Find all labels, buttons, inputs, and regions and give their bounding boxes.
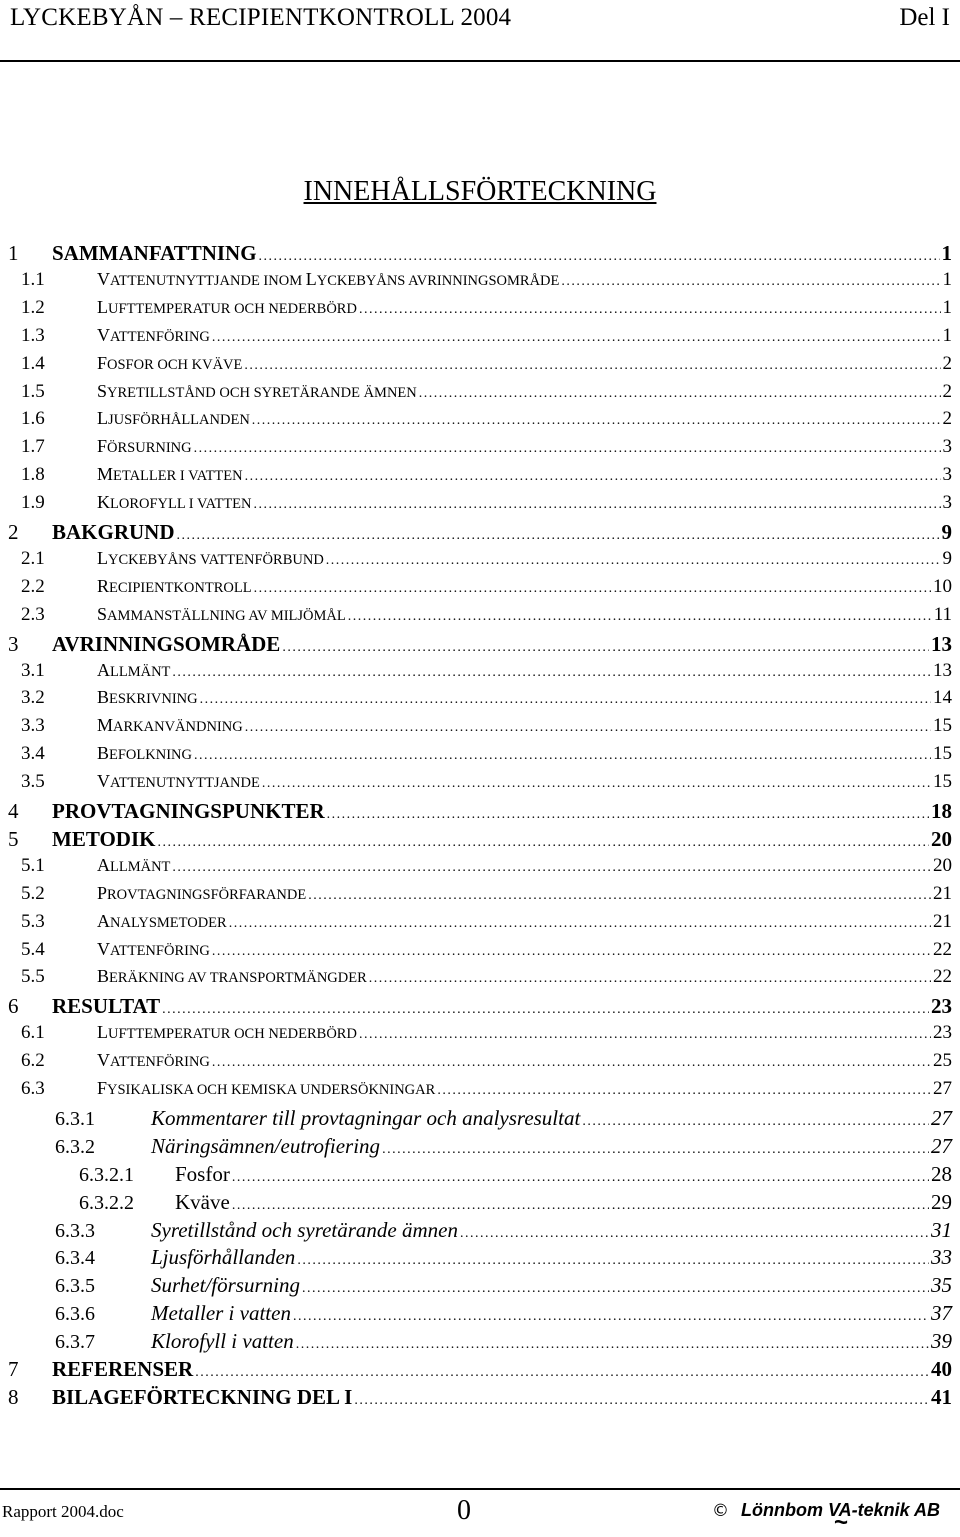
toc-entry[interactable] — [0, 520, 960, 548]
toc-dot-leader — [162, 994, 929, 1019]
toc-dot-leader — [382, 1134, 929, 1159]
toc-entry-label: Syretillstånd och syretärande ämnen — [151, 1217, 458, 1242]
toc-title: INNEHÅLLSFÖRTECKNING — [303, 176, 657, 207]
toc-entry-page: 15 — [933, 743, 952, 765]
toc-dot-leader — [212, 1050, 931, 1072]
toc-dot-leader — [245, 464, 941, 486]
toc-entry-page: 1 — [942, 268, 952, 290]
toc-entry-page: 1 — [942, 324, 952, 346]
toc-entry-label — [97, 297, 357, 318]
toc-entry[interactable] — [0, 1050, 960, 1078]
toc-dot-leader — [348, 604, 932, 626]
toc-dot-leader — [296, 1329, 929, 1354]
toc-entry-label-initial: L — [97, 408, 108, 429]
toc-entry-label-initial: F — [97, 352, 108, 373]
toc-entry-label-initial: V — [97, 324, 110, 345]
toc-entry-page: 29 — [931, 1189, 952, 1214]
toc-entry-label: METODIK — [52, 826, 156, 851]
toc-entry[interactable] — [0, 576, 960, 604]
toc-entry-page: 1 — [941, 241, 952, 265]
toc-entry-label: BILAGEFÖRTECKNING DEL I — [52, 1384, 353, 1409]
toc-entry-page: 22 — [933, 938, 952, 960]
toc-entry-page: 11 — [933, 603, 952, 625]
toc-entry-page: 21 — [933, 910, 952, 932]
toc-dot-leader — [460, 1218, 929, 1243]
toc-entry-label-rest: ATTENFÖRING — [110, 328, 210, 345]
footer-company-c: -teknik AB — [851, 1500, 940, 1520]
toc-entry-number: 1.5 — [21, 380, 45, 402]
toc-dot-leader — [194, 436, 941, 458]
toc-entry-label — [97, 687, 198, 708]
toc-entry-label: AVRINNINGSOMRÅDE — [52, 631, 281, 656]
toc-entry-page: 15 — [933, 715, 952, 737]
toc-entry[interactable] — [0, 325, 960, 353]
toc-entry-label-initial: M — [97, 464, 114, 485]
toc-entry-label — [97, 1078, 435, 1099]
toc-entry-label-initial: S — [97, 603, 108, 624]
toc-entry-label-initial: V — [97, 938, 110, 959]
toc-entry-label — [97, 1022, 357, 1043]
toc-entry[interactable] — [0, 604, 960, 632]
toc-entry[interactable] — [0, 715, 960, 743]
toc-entry-label-rest: ÖRSURNING — [107, 440, 192, 457]
toc-entry-page: 39 — [931, 1329, 952, 1354]
toc-entry-number: 5.2 — [21, 882, 45, 904]
toc-dot-leader — [282, 632, 929, 657]
toc-entry-page: 37 — [931, 1301, 952, 1326]
toc-entry[interactable] — [0, 827, 960, 855]
toc-entry[interactable] — [0, 1106, 960, 1134]
toc-entry-number: 3.4 — [21, 743, 45, 765]
toc-entry[interactable] — [0, 381, 960, 409]
toc-dot-leader — [229, 911, 931, 933]
toc-entry-number: 1.1 — [21, 268, 45, 290]
toc-entry[interactable] — [0, 353, 960, 381]
toc-entry-label-rest: OSFOR OCH KVÄVE — [107, 356, 243, 373]
toc-entry-label-initial: L — [97, 1022, 108, 1043]
toc-entry-page: 23 — [931, 994, 952, 1019]
toc-entry-label-rest: ECIPIENTKONTROLL — [109, 579, 252, 596]
toc-entry-label-rest: ARKANVÄNDNING — [113, 719, 243, 736]
toc-entry-number: 3.2 — [21, 687, 45, 709]
toc-entry-label-initial: A — [97, 659, 110, 680]
toc-entry-label — [97, 883, 306, 904]
toc-entry-label-initial: M — [97, 715, 114, 736]
toc-entry-label: REFERENSER — [52, 1357, 194, 1381]
toc-entry-label — [97, 911, 227, 932]
toc-entry-page: 3 — [942, 464, 952, 486]
toc-entry-label: Klorofyll i vatten — [151, 1329, 294, 1354]
toc-entry-number: 3 — [8, 631, 19, 656]
toc-entry-page: 33 — [931, 1245, 952, 1270]
toc-entry-page: 2 — [942, 408, 952, 430]
toc-entry-label-rest: AMMANSTÄLLNING AV MILJÖMÅL — [107, 607, 346, 624]
toc-entry[interactable] — [0, 1329, 960, 1357]
toc-entry-label-initial: V — [97, 1050, 110, 1071]
toc-entry-label-rest: YCKEBYÅNS VATTENFÖRBUND — [108, 551, 324, 568]
toc-entry[interactable] — [0, 1022, 960, 1050]
toc-entry-label-initial: B — [97, 743, 110, 764]
toc-dot-leader — [177, 520, 940, 545]
toc-entry-page: 27 — [931, 1105, 952, 1130]
toc-entry-label-rest: ERÄKNING AV TRANSPORTMÄNGDER — [109, 970, 367, 987]
toc-entry-number: 6 — [8, 994, 19, 1019]
toc-entry-label — [97, 1050, 210, 1071]
toc-entry-label — [97, 436, 192, 457]
toc-entry-label: Ljusförhållanden — [151, 1245, 296, 1270]
toc-entry-label: Kväve — [175, 1189, 230, 1214]
toc-entry-page: 1 — [942, 296, 952, 318]
toc-dot-leader — [561, 269, 940, 291]
toc-dot-leader — [252, 408, 941, 430]
toc-entry[interactable] — [0, 1245, 960, 1273]
toc-entry-label: BAKGRUND — [52, 520, 175, 544]
toc-dot-leader — [232, 1190, 929, 1215]
toc-entry-label-rest: ETALLER I VATTEN — [113, 468, 243, 485]
toc-entry-number: 1.8 — [21, 464, 45, 486]
toc-entry-label — [97, 492, 252, 513]
toc-entry[interactable] — [0, 632, 960, 660]
toc-entry-label-rest: YRETILLSTÅND OCH SYRETÄRANDE ÄMNEN — [107, 384, 417, 401]
header-title: LYCKEBYÅN – RECIPIENTKONTROLL 2004 — [10, 4, 512, 31]
toc-entry-number: 1.7 — [21, 436, 45, 458]
toc-dot-leader — [232, 1162, 929, 1187]
toc-entry-number: 6.3.2.1 — [79, 1163, 134, 1186]
toc-entry-label-rest: NALYSMETODER — [110, 914, 227, 931]
toc-entry-page: 2 — [942, 352, 952, 374]
toc-entry-page: 27 — [933, 1078, 952, 1099]
toc-entry-label: SAMMANFATTNING — [52, 241, 257, 265]
toc-entry-page: 25 — [933, 1050, 952, 1072]
toc-entry-page: 13 — [931, 631, 952, 656]
toc-entry-label-rest: ATTENUTNYTTJANDE INOM — [110, 272, 306, 289]
toc-dot-leader — [157, 827, 929, 852]
toc-entry-label — [97, 381, 417, 402]
toc-entry-label-initial: S — [97, 380, 108, 401]
toc-entry-number: 6.3.3 — [55, 1219, 95, 1242]
toc-dot-leader — [293, 1301, 929, 1326]
footer-company-a: Lönnbom — [740, 1500, 828, 1520]
toc-entry-page: 28 — [931, 1161, 952, 1186]
toc-dot-leader — [369, 966, 931, 988]
toc-entry-number: 6.1 — [21, 1022, 45, 1044]
toc-entry-page: 40 — [931, 1357, 952, 1381]
footer-company — [712, 1500, 940, 1521]
toc-entry-number: 2.2 — [21, 575, 45, 597]
toc-entry-label-rest: YCKEBYÅNS AVRINNINGSOMRÅDE — [316, 272, 560, 289]
toc-entry[interactable] — [0, 269, 960, 297]
toc-entry-label-rest: LLMÄNT — [110, 663, 171, 680]
toc-dot-leader — [200, 687, 931, 709]
toc-entry-page: 2 — [942, 380, 952, 402]
toc-entry-number: 1.3 — [21, 324, 45, 346]
toc-entry[interactable] — [0, 660, 960, 688]
toc-entry-label — [97, 325, 210, 346]
toc-entry[interactable] — [0, 1162, 960, 1190]
toc-entry-label-rest: JUSFÖRHÅLLANDEN — [108, 412, 250, 429]
toc-entry-page: 21 — [933, 882, 952, 904]
toc-entry[interactable] — [0, 297, 960, 325]
toc-dot-leader — [582, 1106, 929, 1131]
toc-entry-label — [97, 743, 192, 764]
toc-entry[interactable] — [0, 408, 960, 436]
toc-dot-leader — [244, 353, 940, 375]
toc-entry-number: 3.3 — [21, 715, 45, 737]
toc-entry[interactable] — [0, 1273, 960, 1301]
toc-entry-label-rest: ATTENFÖRING — [110, 942, 210, 959]
toc-entry-number: 6.3 — [21, 1078, 45, 1099]
toc-entry[interactable] — [0, 1218, 960, 1246]
toc-entry-label: Surhet/försurning — [151, 1273, 300, 1298]
toc-entry-label-initial: L — [305, 268, 317, 289]
toc-entry-number: 5.1 — [21, 854, 45, 876]
toc-entry-label-rest: EFOLKNING — [109, 747, 192, 764]
toc-dot-leader — [254, 576, 931, 598]
toc-entry-page: 23 — [933, 1022, 952, 1044]
toc-entry-label-rest: ESKRIVNING — [109, 691, 198, 708]
toc-entry-label — [97, 269, 559, 290]
toc-entry-label-initial: K — [97, 492, 110, 513]
footer-filename: Rapport 2004.doc — [2, 1502, 124, 1521]
toc-entry[interactable] — [0, 855, 960, 883]
toc-entry-number: 2.1 — [21, 547, 45, 569]
toc-entry-page: 20 — [933, 854, 952, 876]
toc-entry-label — [97, 660, 170, 681]
toc-entry-number: 6.3.5 — [55, 1275, 95, 1298]
toc-dot-leader — [262, 771, 931, 793]
toc-entry-label — [97, 939, 210, 960]
toc-entry[interactable] — [0, 1134, 960, 1162]
toc-entry-page: 10 — [933, 575, 952, 597]
toc-entry-label — [97, 855, 170, 876]
toc-entry-page: 13 — [933, 659, 952, 681]
toc-entry-label: Kommentarer till provtagningar och analysresultat — [151, 1105, 581, 1130]
toc-entry[interactable] — [0, 1357, 960, 1385]
toc-entry-page: 20 — [931, 826, 952, 851]
toc-dot-leader — [259, 241, 940, 266]
toc-dot-leader — [212, 939, 931, 961]
toc-entry-label-rest: YSIKALISKA OCH KEMISKA UNDERSÖKNINGAR — [107, 1082, 436, 1098]
toc-dot-leader — [354, 1385, 929, 1410]
toc-entry-number: 6.2 — [21, 1050, 45, 1072]
toc-entry-number: 3.1 — [21, 659, 45, 681]
toc-entry-label-initial: F — [97, 1078, 108, 1098]
toc-dot-leader — [359, 1022, 931, 1044]
toc-dot-leader — [359, 297, 941, 319]
toc-entry-number: 8 — [8, 1384, 19, 1409]
toc-entry-label-initial: L — [97, 296, 108, 317]
toc-entry-number: 2.3 — [21, 603, 45, 625]
toc-entry-page: 18 — [931, 799, 952, 823]
toc-entry-label — [97, 548, 324, 569]
toc-entry-label — [97, 576, 252, 597]
toc-dot-leader — [437, 1078, 931, 1100]
toc-entry[interactable] — [0, 799, 960, 827]
toc-entry-label-initial: V — [97, 268, 110, 289]
toc-entry-number: 5.4 — [21, 938, 45, 960]
toc-dot-leader — [254, 492, 941, 514]
toc-entry-label: PROVTAGNINGSPUNKTER — [52, 799, 325, 823]
toc-entry-page: 9 — [942, 547, 952, 569]
toc-entry-label-rest: ROVTAGNINGSFÖRFARANDE — [107, 886, 307, 903]
toc-entry-number: 5 — [8, 826, 19, 851]
toc-entry-number: 6.3.2 — [55, 1135, 95, 1158]
toc-entry-number: 6.3.1 — [55, 1107, 95, 1130]
toc-entry[interactable] — [0, 939, 960, 967]
toc-entry-page: 22 — [933, 966, 952, 988]
toc-dot-leader — [172, 855, 931, 877]
toc-entry-label-initial: B — [97, 966, 110, 987]
toc-entry[interactable] — [0, 883, 960, 911]
toc-entry[interactable] — [0, 911, 960, 939]
copyright-icon: © — [711, 1501, 729, 1521]
toc-dot-leader — [195, 1357, 929, 1382]
toc-entry-page: 14 — [933, 687, 952, 709]
toc-dot-leader — [194, 743, 931, 765]
toc-entry-number: 2 — [8, 520, 19, 544]
toc-dot-leader — [297, 1245, 929, 1270]
toc-entry-page: 15 — [933, 771, 952, 793]
toc-entry-number: 6.3.6 — [55, 1303, 95, 1326]
toc-entry-label — [97, 771, 260, 792]
toc-entry-label-rest: LLMÄNT — [110, 858, 171, 875]
toc-entry-label: Näringsämnen/eutrofiering — [151, 1133, 381, 1158]
toc-entry-label — [97, 408, 250, 429]
toc-entry-label-initial: R — [97, 575, 110, 596]
toc-entry-number: 1.9 — [21, 492, 45, 514]
toc-entry-label — [97, 604, 346, 625]
toc-entry[interactable] — [0, 687, 960, 715]
toc-entry-number: 6.3.4 — [55, 1247, 95, 1270]
toc-entry-label — [97, 715, 243, 736]
toc-dot-leader — [212, 325, 941, 347]
toc-entry-number: 7 — [8, 1357, 19, 1381]
toc-entry-number: 5.5 — [21, 966, 45, 988]
toc-entry[interactable] — [0, 1078, 960, 1106]
toc-dot-leader — [245, 715, 931, 737]
toc-entry-label-initial: V — [97, 771, 110, 792]
toc-entry-label: Fosfor — [175, 1161, 230, 1186]
toc-dot-leader — [308, 883, 931, 905]
page-header — [0, 0, 960, 62]
toc-entry-page: 9 — [941, 520, 952, 544]
toc-entry-label — [97, 966, 367, 987]
toc-entry-label-initial: L — [97, 547, 108, 568]
toc-entry-number: 6.3.2.2 — [79, 1191, 134, 1214]
toc-entry-number: 1.2 — [21, 296, 45, 318]
toc-entry-number: 4 — [8, 799, 19, 823]
toc-entry-number: 6.3.7 — [55, 1331, 95, 1354]
toc-entry-number: 1.4 — [21, 352, 45, 374]
footer-page-number: 0 — [457, 1495, 471, 1526]
toc-entry[interactable] — [0, 743, 960, 771]
toc-entry-label-initial: P — [97, 882, 108, 903]
toc-entry-page: 31 — [931, 1217, 952, 1242]
toc-entry-label: RESULTAT — [52, 994, 161, 1019]
toc-entry-label-rest: LOROFYLL I VATTEN — [110, 496, 252, 513]
toc-entry[interactable] — [0, 966, 960, 994]
toc-entry-label-initial: A — [97, 910, 110, 931]
toc-entry[interactable] — [0, 241, 960, 269]
toc-entry[interactable] — [0, 1190, 960, 1218]
header-part: Del I — [899, 4, 950, 31]
toc-entry[interactable] — [0, 1301, 960, 1329]
toc-entry-page: 3 — [942, 492, 952, 514]
toc-dot-leader — [327, 799, 929, 824]
toc-entry-label — [97, 353, 242, 374]
toc-entry-label-rest: UFTTEMPERATUR OCH NEDERBÖRD — [108, 1026, 357, 1043]
footer-divider — [0, 1488, 960, 1490]
toc-entry-label: Metaller i vatten — [151, 1301, 291, 1326]
toc-dot-leader — [172, 660, 931, 682]
toc-entry-label-initial: B — [97, 687, 110, 708]
toc-entry-page: 35 — [931, 1273, 952, 1298]
toc-entry-label-rest: UFTTEMPERATUR OCH NEDERBÖRD — [108, 300, 357, 317]
toc-entry[interactable] — [0, 436, 960, 464]
toc-entry-label-initial: F — [97, 436, 108, 457]
toc-entry-label-rest: ATTENFÖRING — [110, 1054, 210, 1071]
toc-entry-label-rest: ATTENUTNYTTJANDE — [110, 775, 260, 792]
toc-entry-number: 1 — [8, 241, 19, 265]
toc-entry-label — [97, 464, 243, 485]
toc-entry-number: 5.3 — [21, 910, 45, 932]
toc-entry[interactable] — [0, 492, 960, 520]
toc-entry-page: 3 — [942, 436, 952, 458]
toc-entry[interactable] — [0, 994, 960, 1022]
toc-entry-number: 1.6 — [21, 408, 45, 430]
toc-entry[interactable] — [0, 464, 960, 492]
toc-entry[interactable] — [0, 1385, 960, 1413]
toc-entry-page: 27 — [931, 1133, 952, 1158]
toc-entry-label-initial: A — [97, 854, 110, 875]
toc-dot-leader — [419, 381, 941, 403]
toc-entry[interactable] — [0, 771, 960, 799]
footer-company-va: VA ~ — [828, 1500, 852, 1521]
toc-entry-number: 3.5 — [21, 771, 45, 793]
toc-dot-leader — [302, 1273, 929, 1298]
toc-entry-page: 41 — [931, 1384, 952, 1409]
toc-dot-leader — [326, 548, 941, 570]
toc-entry[interactable] — [0, 548, 960, 576]
